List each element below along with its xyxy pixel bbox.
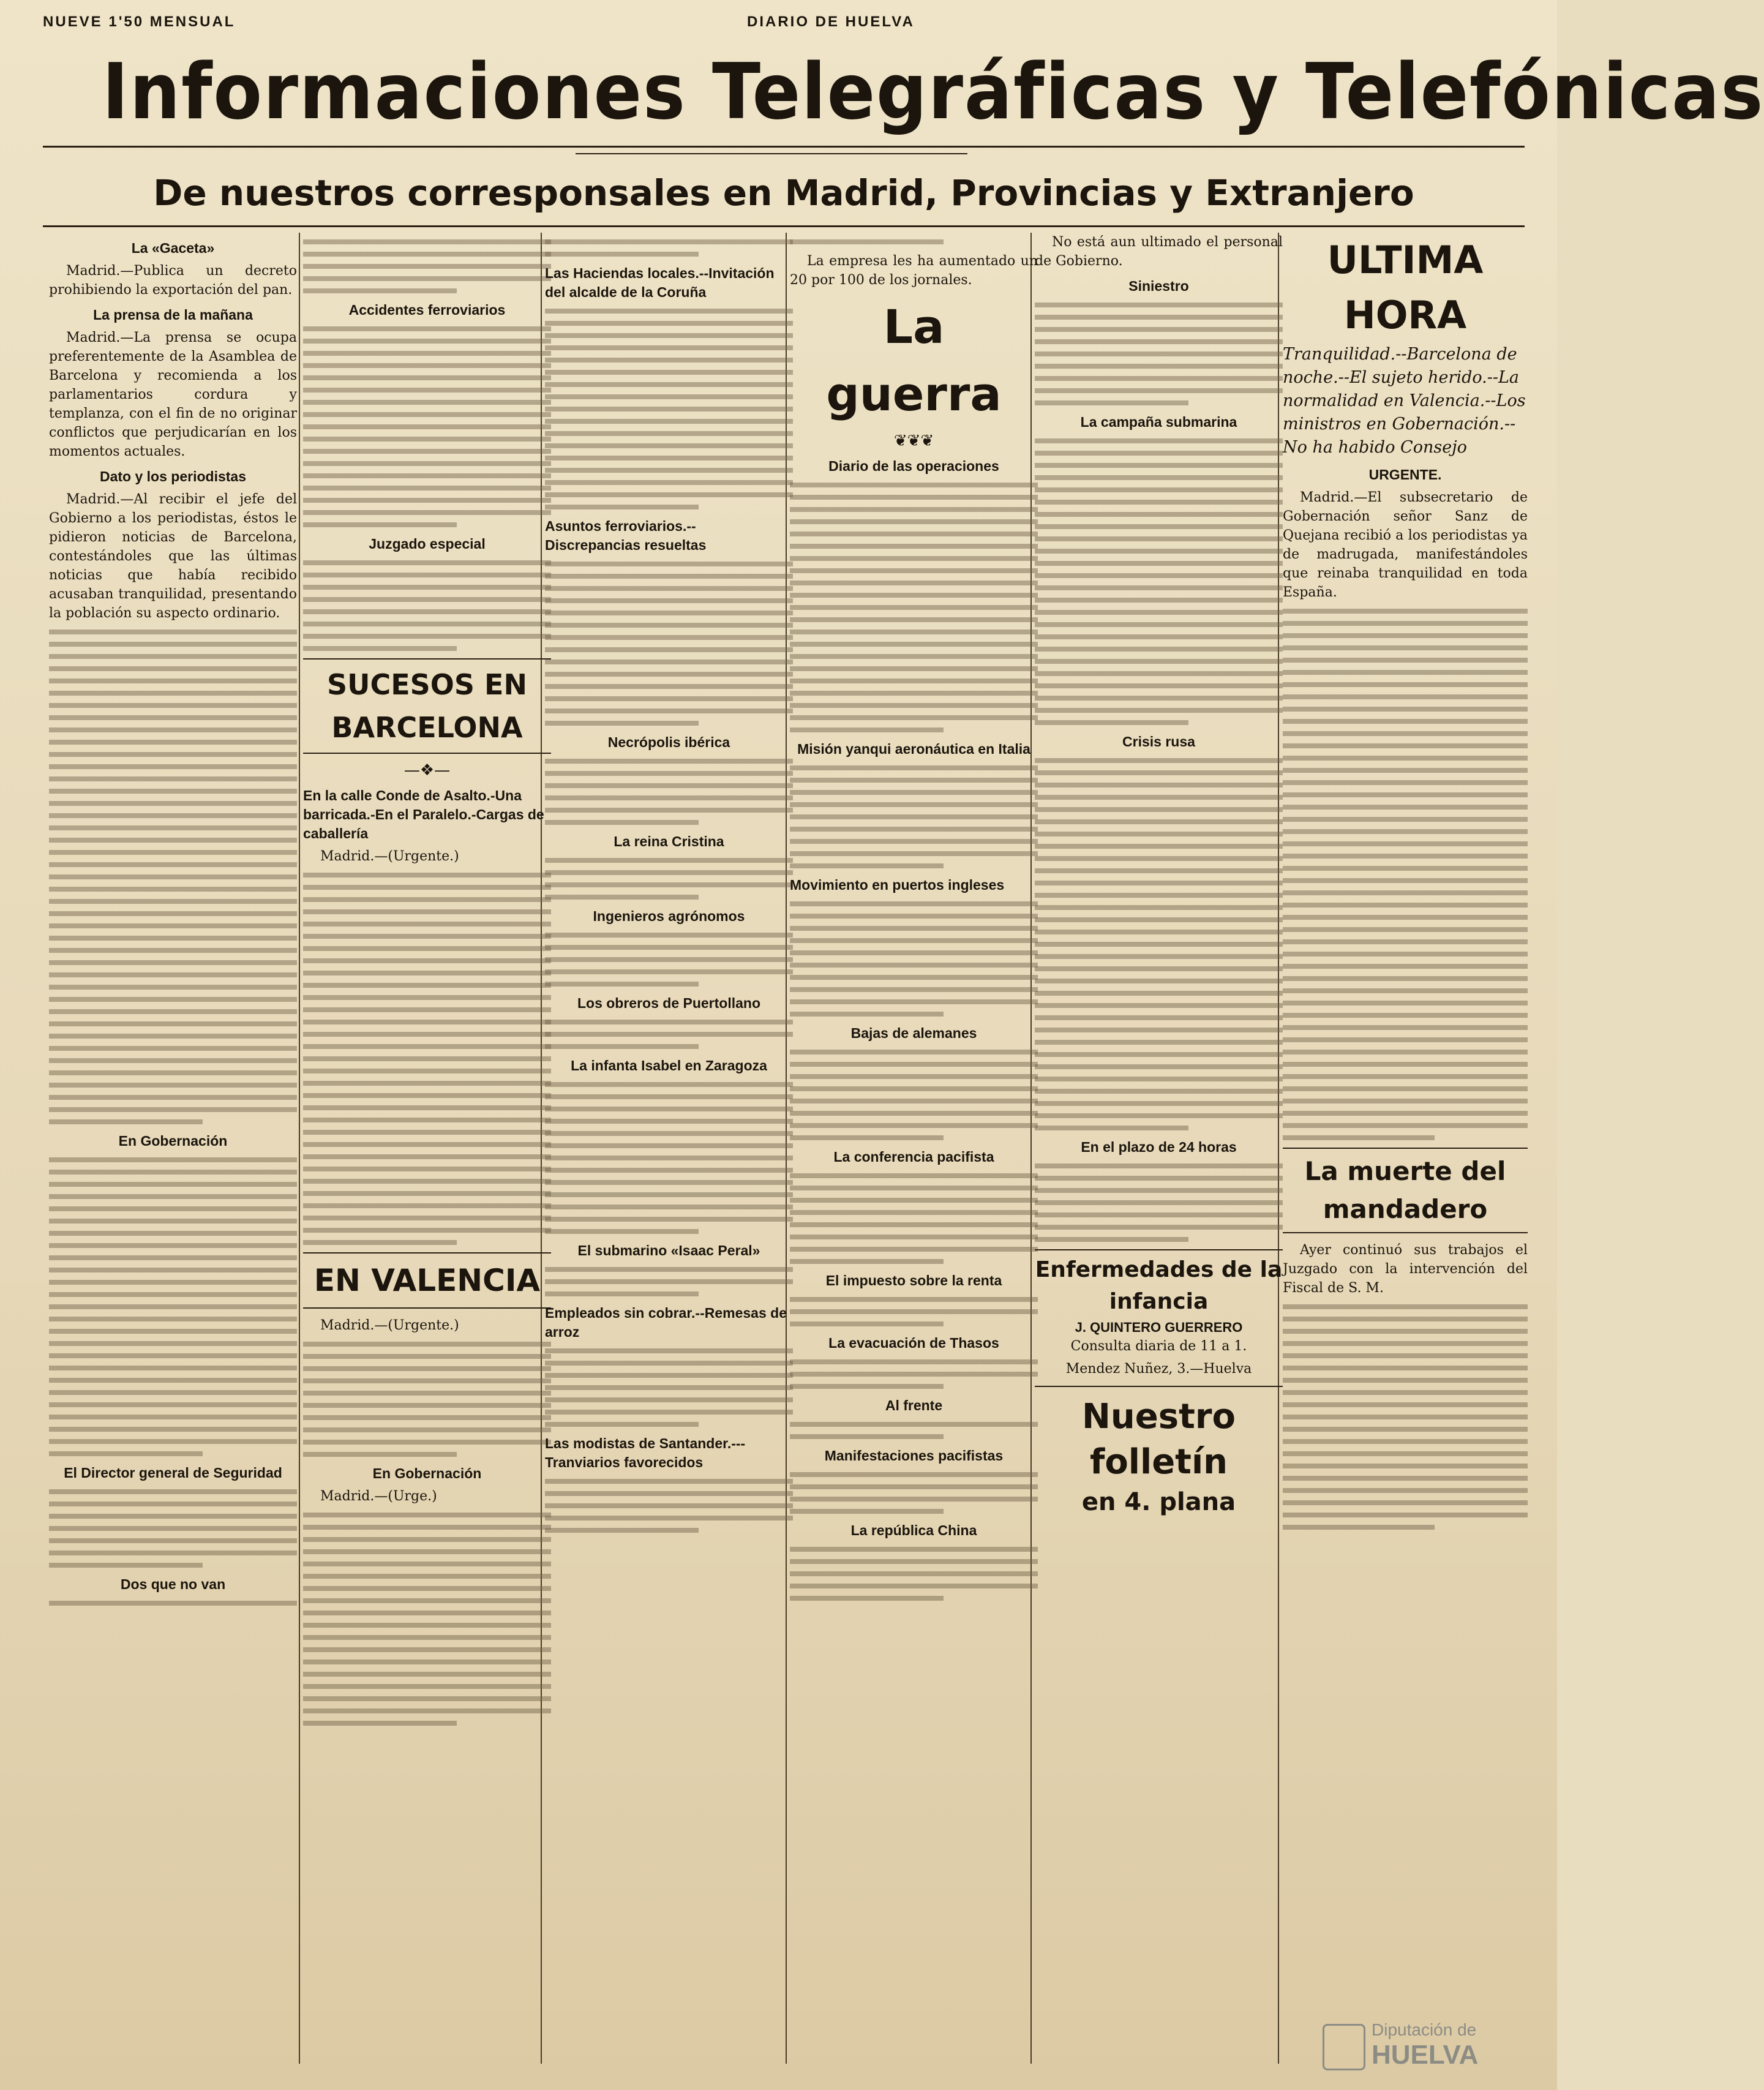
article-text: Madrid.—(Urgente.) [320,1318,459,1333]
article-text: Ayer continuó sus trabajos el Juzgado con la intervención del Fiscal de S. M. [1283,1242,1528,1296]
illegible-text [790,239,1038,244]
section-heading: El submarino «Isaac Peral» [577,1242,760,1258]
ornament: —❖— [403,761,451,780]
column-5 [1035,233,1283,2064]
illegible-text [1035,303,1283,405]
illegible-text [545,1020,793,1049]
watermark-line-2: HUELVA [1372,2040,1479,2070]
section-heading: Diario de las operaciones [828,458,999,474]
section-heading: La conferencia pacifista [833,1149,994,1165]
illegible-text [49,630,297,1124]
article-text: No está aun ultimado el personal de Gobierno. [1035,235,1283,269]
ad-address: Mendez Nuñez, 3.—Huelva [1065,1361,1252,1377]
illegible-text [790,1422,1038,1439]
page-title: Informaciones Telegráficas y Telefónicas [102,47,1764,137]
price-label: NUEVE 1'50 MENSUAL [43,13,236,30]
section-heading: Movimiento en puertos ingleses [790,877,1005,893]
column-rule [299,233,300,2064]
section-heading: Juzgado especial [369,536,486,552]
section-heading: En Gobernación [118,1133,228,1149]
archive-watermark [1323,2018,1518,2073]
illegible-text [790,1297,1038,1326]
illegible-text [545,858,793,900]
illegible-text [545,933,793,987]
section-heading: Siniestro [1128,278,1189,294]
illegible-text [790,1547,1038,1601]
illegible-text [303,239,551,293]
archive-logo-icon [1323,2024,1365,2070]
illegible-text [545,759,793,825]
article-text: Madrid.—Publica un decreto prohibiendo la exportación del pan. [49,263,297,298]
section-heading: Asuntos ferroviarios.-- Discrepancias resueltas [545,518,707,553]
article-text: Madrid.—La prensa se ocupa preferentemente de la Asamblea de Barcelona y recomienda a los parlamentarios cordura y templanza, con el fin de no originar conflictos que perjudicarían en los momentos actuales. [49,330,297,459]
section-heading: Las modistas de Santander.---Tranviarios favorecidos [545,1435,746,1470]
illegible-text [49,1601,297,1606]
illegible-text [303,326,551,527]
section-heading: URGENTE. [1368,467,1442,483]
headline-box [303,658,551,754]
section-heading: La infanta Isabel en Zaragoza [571,1058,767,1073]
headline: en 4. plana [1081,1488,1236,1516]
illegible-text [1283,609,1528,1140]
watermark-line-1: Diputación de [1372,2020,1477,2039]
section-heading: La reina Cristina [614,833,724,849]
section-heading: El impuesto sobre la renta [825,1272,1002,1288]
section-heading: Dos que no van [120,1576,226,1592]
section-heading: Misión yanqui aeronáutica en Italia [797,741,1030,757]
section-heading: Accidentes ferroviarios [348,302,506,318]
illegible-text [790,1359,1038,1389]
illegible-text [790,1472,1038,1514]
section-heading: Los obreros de Puertollano [577,995,761,1011]
headline: ULTIMA HORA [1327,238,1484,337]
illegible-text [545,1082,793,1234]
ad-title: Enfermedades de la infancia [1035,1257,1283,1314]
section-heading: Las Haciendas locales.--Invitación del alcalde de la Coruña [545,265,775,300]
headline-box [303,1252,551,1309]
illegible-text [1283,1304,1528,1530]
headline: Nuestro folletín [1082,1397,1236,1482]
illegible-text [49,1157,297,1456]
illegible-text [545,1267,793,1296]
illegible-text [303,873,551,1245]
section-heading: La campaña submarina [1080,414,1237,430]
illegible-text [1035,438,1283,725]
column-2 [303,233,551,2064]
illegible-text [545,239,793,257]
section-heading: En Gobernación [372,1465,482,1481]
illegible-text [49,1489,297,1568]
section-heading: La república China [850,1522,977,1538]
section-heading: Necrópolis ibérica [607,734,730,750]
ad-name: J. QUINTERO GUERRERO [1075,1320,1243,1335]
column-1 [49,233,297,2064]
illegible-text [790,483,1038,732]
article-text: La empresa les ha aumentado un 20 por 100 de los jornales. [790,254,1038,288]
illegible-text [790,901,1038,1017]
column-6 [1283,233,1528,2064]
section-heading: Al frente [885,1397,943,1413]
headline: EN VALENCIA [313,1263,541,1298]
headline: La muerte del mandadero [1304,1156,1506,1224]
illegible-text [545,1348,793,1427]
advertisement [1035,1249,1283,1387]
section-heading: Manifestaciones pacifistas [824,1448,1004,1464]
illegible-text [545,309,793,509]
section-heading: La evacuación de Thasos [828,1335,999,1351]
illegible-text [790,1050,1038,1140]
illegible-text [790,1173,1038,1264]
section-heading: En la calle Conde de Asalto.-Una barricada.-En el Paralelo.-Cargas de caballería [303,788,544,841]
divider [576,153,967,154]
section-heading: La prensa de la mañana [93,307,253,323]
section-heading: Ingenieros agrónomos [593,908,745,924]
article-text: Madrid.—Al recibir el jefe del Gobierno a los periodistas, éstos le pidieron noticias de Barcelona, contestándoles que las últimas noticias que había recibido acusaban tranquilidad, presentando la población su aspecto ordinario. [49,492,297,621]
divider [43,225,1525,227]
top-strip [43,13,1525,34]
headline: SUCESOS EN BARCELONA [327,668,527,744]
section-heading: El Director general de Seguridad [64,1465,282,1481]
section-heading: Dato y los periodistas [99,468,246,484]
column-3 [545,233,793,2064]
section-heading: Empleados sin cobrar.--Remesas de arroz [545,1305,787,1340]
page-subtitle: De nuestros corresponsales en Madrid, Provincias y Extranjero [153,172,1414,214]
paper-name: DIARIO DE HUELVA [747,13,915,30]
article-text: Madrid.—(Urge.) [320,1489,437,1504]
section-heading: Bajas de alemanes [850,1025,977,1041]
column-4 [790,233,1038,2064]
article-text: Madrid.—El subsecretario de Gobernación señor Sanz de Quejana recibió a los periodistas ya de madrugada, manifestándoles que reinaba tranquilidad en toda España. [1283,490,1528,600]
headline: La guerra [826,299,1002,421]
illegible-text [303,1513,551,1726]
article-text: Madrid.—(Urgente.) [320,849,459,864]
ornament: ❦❦❦ [893,432,934,450]
illegible-text [303,560,551,651]
illegible-text [1035,1163,1283,1242]
illegible-text [790,765,1038,868]
ad-hours: Consulta diaria de 11 a 1. [1070,1339,1247,1354]
illegible-text [303,1342,551,1457]
divider [43,146,1525,148]
headline-box [1283,1148,1528,1233]
illegible-text [545,1479,793,1533]
summary-text: Tranquilidad.--Barcelona de noche.--El sujeto herido.--La normalidad en Valencia.--Los ministros en Gobernación.--No ha habido Consejo [1283,345,1526,457]
section-heading: En el plazo de 24 horas [1081,1139,1237,1155]
section-heading: La «Gaceta» [131,240,215,256]
illegible-text [545,562,793,726]
illegible-text [1035,758,1283,1130]
section-heading: Crisis rusa [1122,734,1195,750]
